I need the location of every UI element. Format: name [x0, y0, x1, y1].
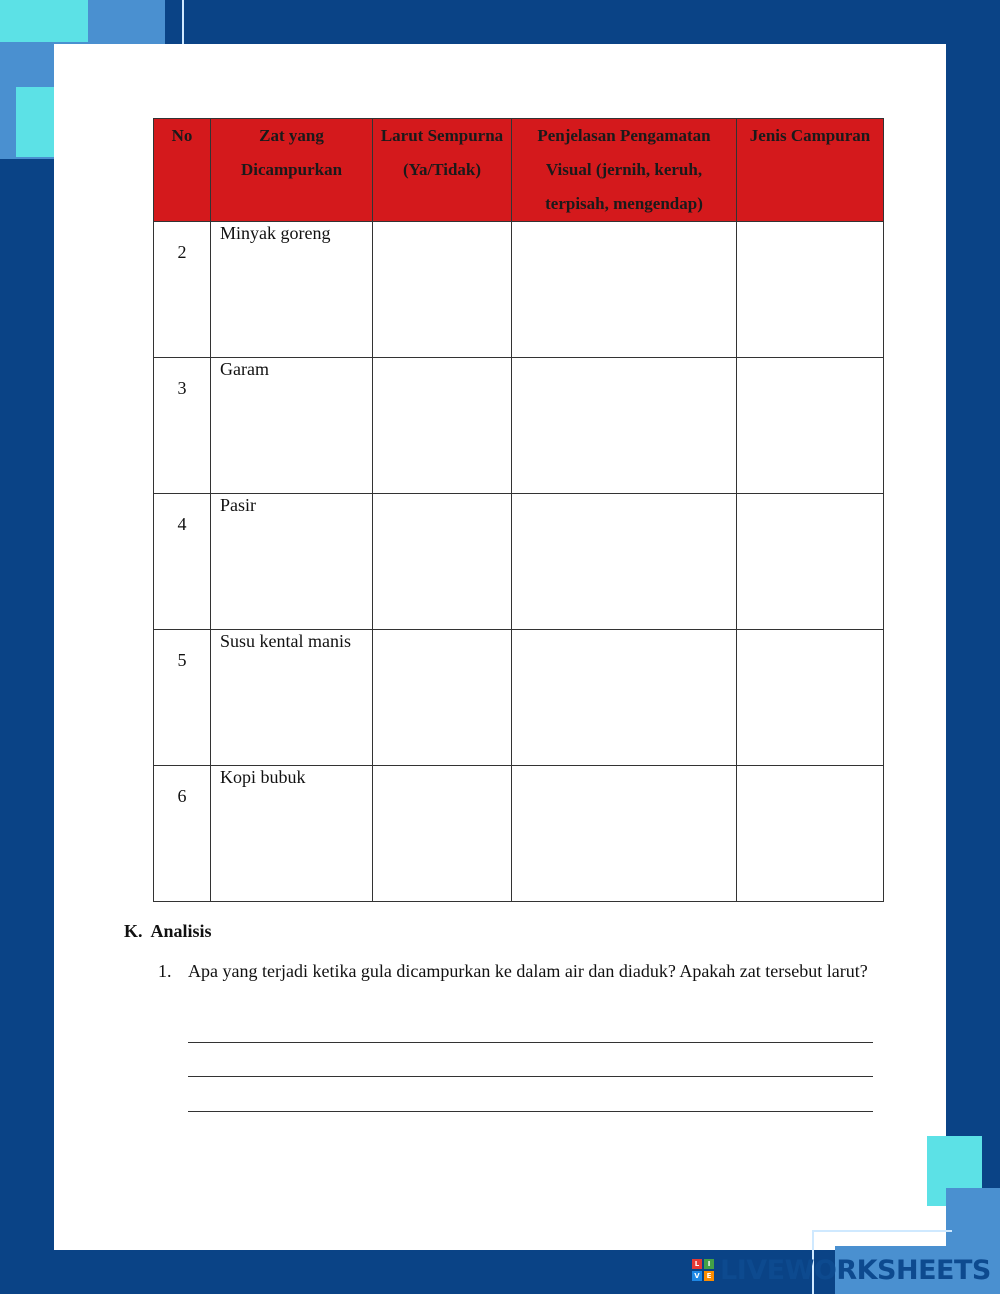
- answer-penjelasan-cell[interactable]: [512, 358, 737, 494]
- row-substance: Minyak goreng: [211, 222, 373, 358]
- header-zat: Zat yang Dicampurkan: [211, 119, 373, 222]
- answer-larut-cell[interactable]: [373, 630, 512, 766]
- table-header-row: [154, 119, 884, 222]
- answer-larut-cell[interactable]: [373, 222, 512, 358]
- row-substance: Kopi bubuk: [211, 766, 373, 902]
- row-number: 4: [154, 494, 211, 630]
- answer-line[interactable]: [188, 1111, 873, 1112]
- decor-square-cyan-top-left: [0, 0, 88, 42]
- row-number: 2: [154, 222, 211, 358]
- answer-penjelasan-cell[interactable]: [512, 766, 737, 902]
- answer-penjelasan-cell[interactable]: [512, 494, 737, 630]
- liveworksheets-brand: [692, 1256, 991, 1284]
- answer-jenis-cell[interactable]: [737, 630, 884, 766]
- answer-line[interactable]: [188, 1076, 873, 1077]
- header-jenis: Jenis Campuran: [737, 119, 884, 222]
- answer-larut-cell[interactable]: [373, 494, 512, 630]
- answer-larut-cell[interactable]: [373, 766, 512, 902]
- table-row: [154, 222, 884, 358]
- liveworksheets-logo-icon: L I V E: [692, 1259, 714, 1281]
- answer-larut-cell[interactable]: [373, 358, 512, 494]
- liveworksheets-wordmark: LIVEWORKSHEETS: [720, 1254, 991, 1286]
- section-heading: K. Analisis: [124, 921, 212, 941]
- table-row: [154, 630, 884, 766]
- answer-penjelasan-cell[interactable]: [512, 630, 737, 766]
- answer-jenis-cell[interactable]: [737, 766, 884, 902]
- header-no: No: [154, 119, 211, 222]
- header-penjelasan: Penjelasan Pengamatan Visual (jernih, keruh, terpisah, mengendap): [512, 119, 737, 222]
- row-number: 5: [154, 630, 211, 766]
- answer-penjelasan-cell[interactable]: [512, 222, 737, 358]
- row-number: 6: [154, 766, 211, 902]
- row-substance: Garam: [211, 358, 373, 494]
- table-row: [154, 358, 884, 494]
- answer-jenis-cell[interactable]: [737, 358, 884, 494]
- row-substance: Pasir: [211, 494, 373, 630]
- question-number: 1.: [158, 961, 172, 981]
- observation-table: [153, 118, 884, 902]
- answer-jenis-cell[interactable]: [737, 222, 884, 358]
- row-number: 3: [154, 358, 211, 494]
- table-row: [154, 766, 884, 902]
- answer-line[interactable]: [188, 1042, 873, 1043]
- table-row: [154, 494, 884, 630]
- header-larut: Larut Sempurna (Ya/Tidak): [373, 119, 512, 222]
- answer-jenis-cell[interactable]: [737, 494, 884, 630]
- question-text: Apa yang terjadi ketika gula dicampurkan ke dalam air dan diaduk? Apakah zat tersebut larut?: [188, 961, 868, 981]
- row-substance: Susu kental manis: [211, 630, 373, 766]
